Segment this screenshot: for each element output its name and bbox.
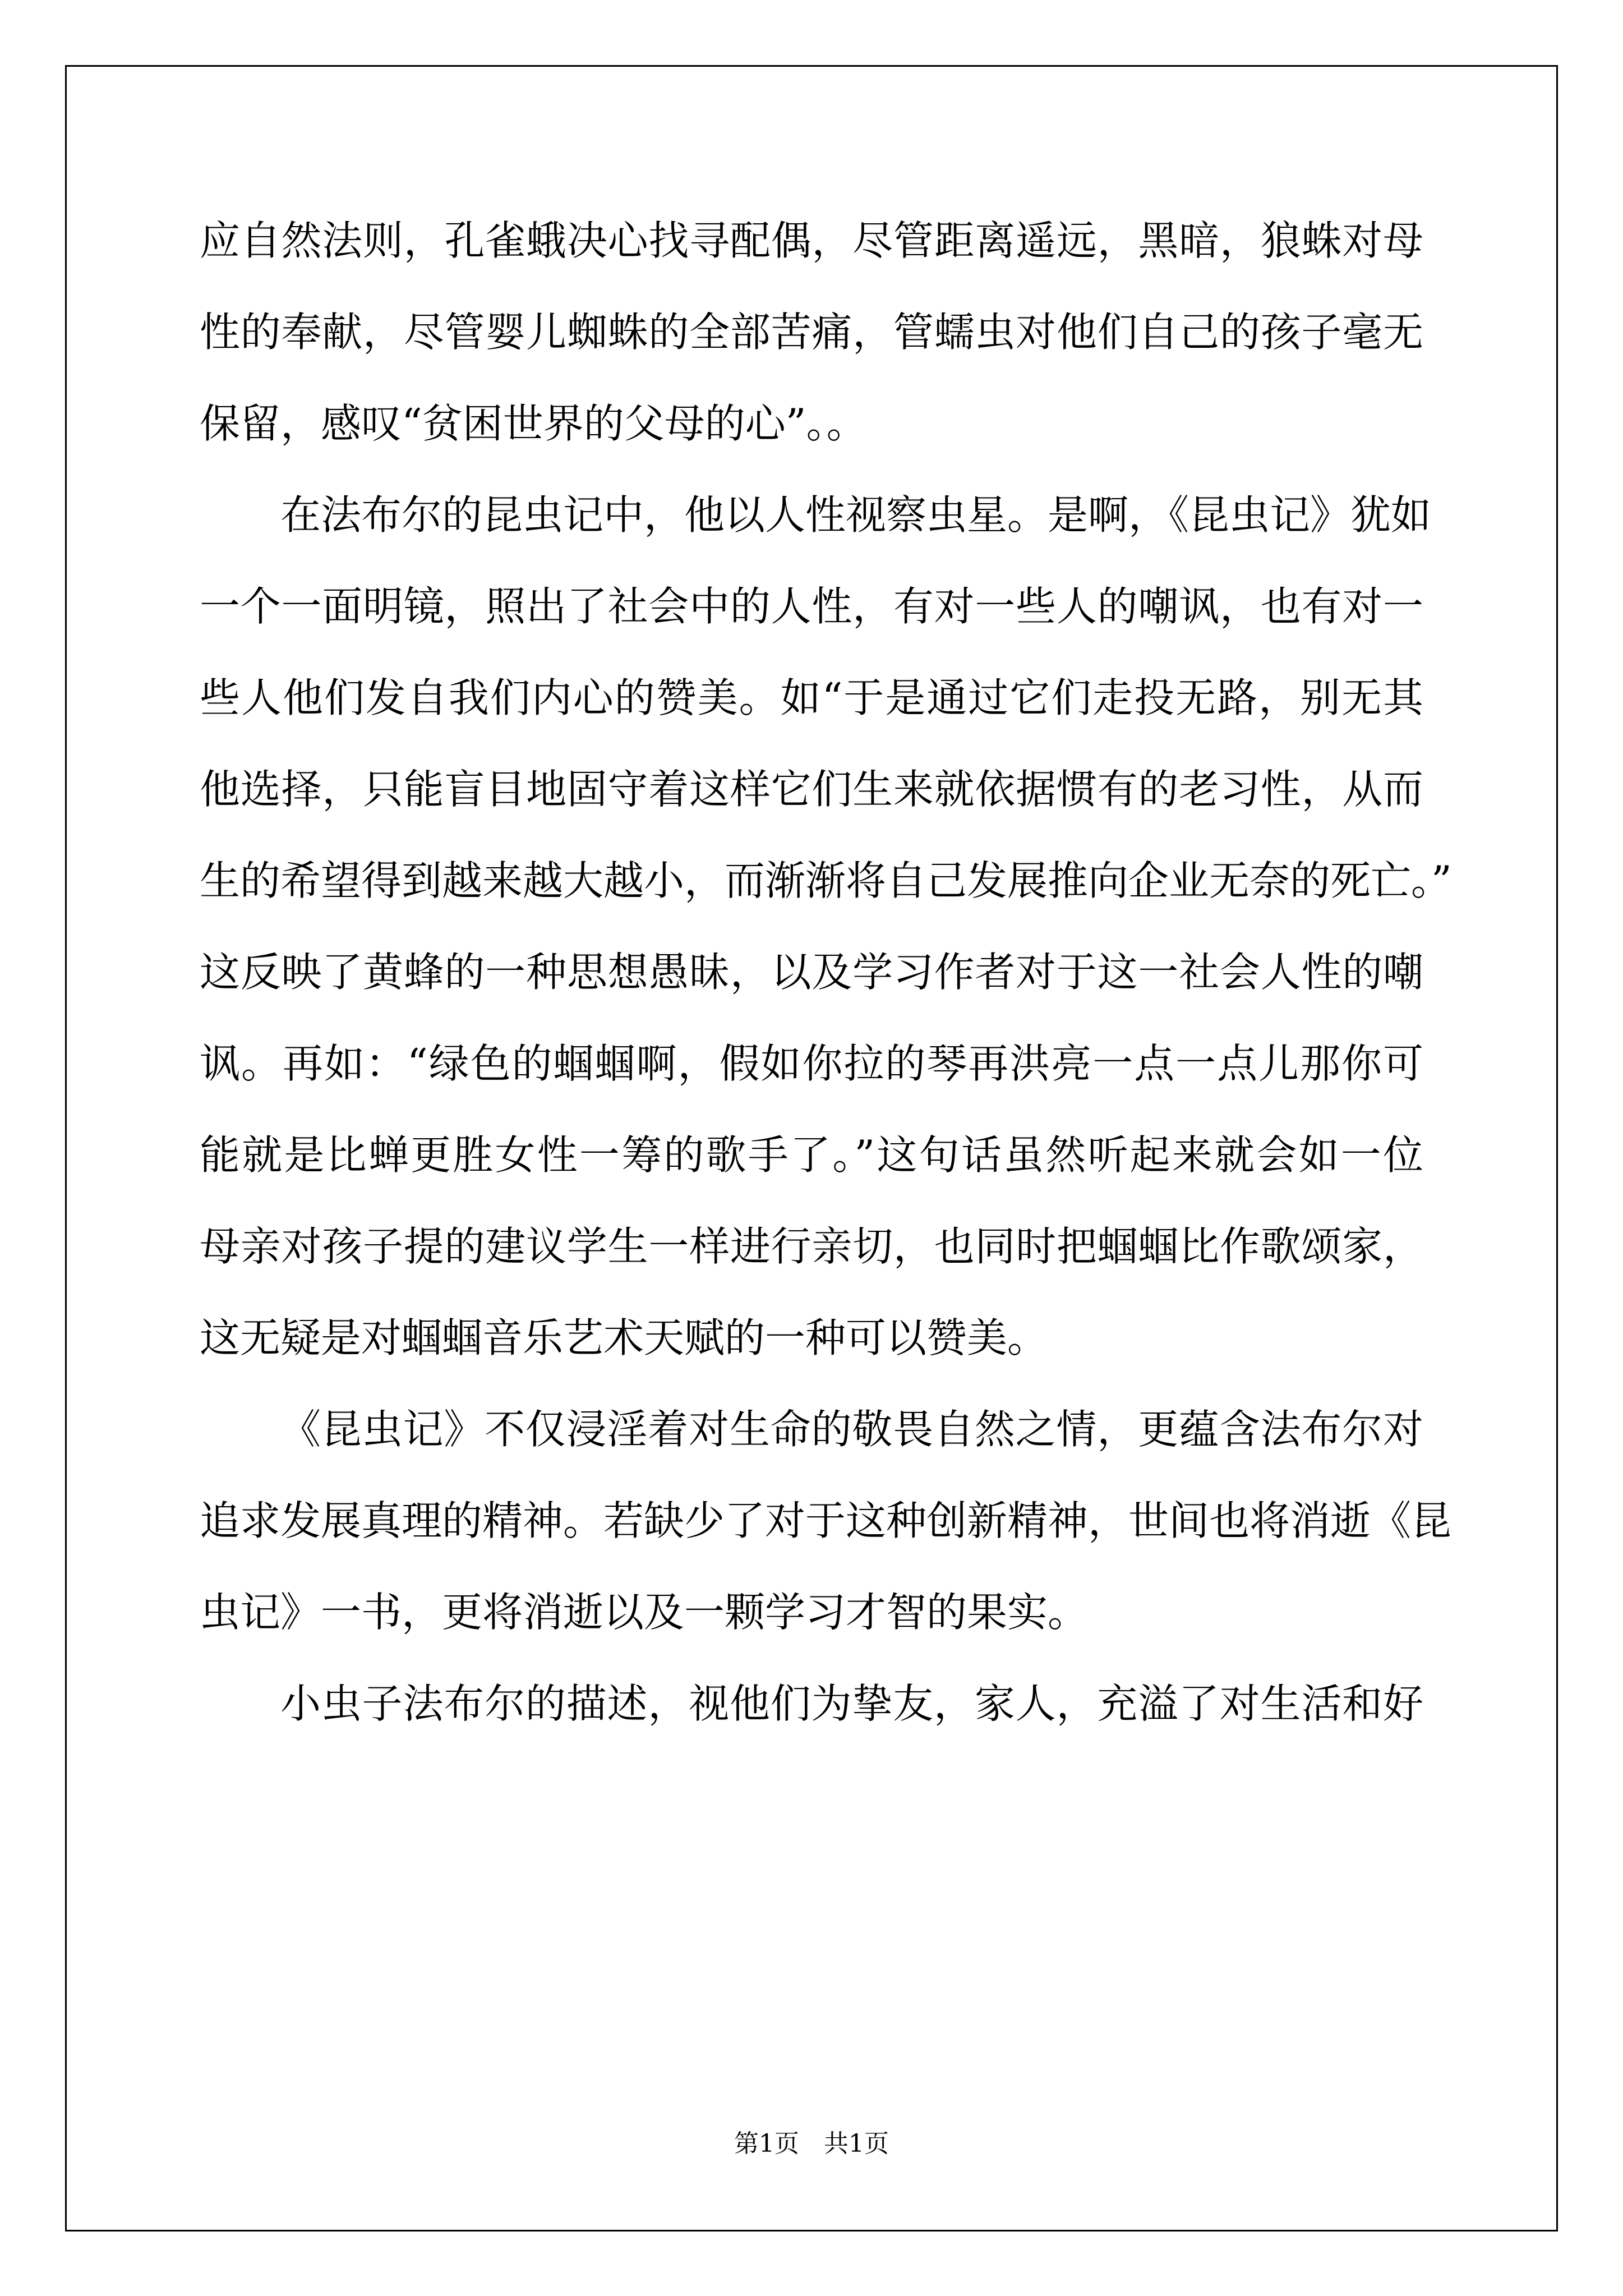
text-line: 虫记》一书，更将消逝以及一颗学习才智的果实。 (200, 1589, 1089, 1636)
text-line: 应自然法则，孔雀蛾决心找寻配偶，尽管距离遥远，黑暗，狼蛛对母 (200, 217, 1423, 264)
text-line: 保留，感叹“贫困世界的父母的心”。。 (200, 400, 867, 447)
document-body (200, 195, 1452, 1750)
text-line: 母亲对孩子提的建议学生一样进行亲切，也同时把蝈蝈比作歌颂家， (200, 1223, 1423, 1270)
text-line: 能就是比蝉更胜女性一筹的歌手了。”这句话虽然听起来就会如一位 (200, 1131, 1423, 1179)
text-line: 讽。再如：“绿色的蝈蝈啊，假如你拉的琴再洪亮一点一点儿那你可 (200, 1040, 1423, 1087)
page-footer (0, 2127, 1623, 2161)
text-line: 些人他们发自我们内心的赞美。如“于是通过它们走投无路，别无其 (200, 674, 1423, 721)
text-line: 他选择，只能盲目地固守着这样它们生来就依据惯有的老习性，从而 (200, 766, 1423, 813)
text-line: 这无疑是对蝈蝈音乐艺术天赋的一种可以赞美。 (200, 1314, 1048, 1361)
text-line: 《昆虫记》不仅浸淫着对生命的敬畏自然之情，更蕴含法布尔对 (280, 1406, 1423, 1453)
text-line: 生的希望得到越来越大越小，而渐渐将自己发展推向企业无奈的死亡。” (200, 857, 1452, 904)
text-line: 一个一面明镜，照出了社会中的人性，有对一些人的嘲讽，也有对一 (200, 583, 1423, 630)
text-line: 追求发展真理的精神。若缺少了对于这种创新精神，世间也将消逝《昆 (200, 1497, 1452, 1544)
text-line: 性的奉献，尽管婴儿蜘蛛的全部苦痛，管蠕虫对他们自己的孩子毫无 (200, 309, 1423, 356)
page-number: 第1页 (734, 2129, 799, 2158)
text-line: 在法布尔的昆虫记中，他以人性视察虫星。是啊，《昆虫记》犹如 (280, 491, 1432, 539)
text-line: 这反映了黄蜂的一种思想愚昧，以及学习作者对于这一社会人性的嘲 (200, 949, 1423, 996)
page-total: 共1页 (824, 2129, 889, 2158)
text-line: 小虫子法布尔的描述，视他们为挚友，家人，充溢了对生活和好 (280, 1680, 1423, 1727)
